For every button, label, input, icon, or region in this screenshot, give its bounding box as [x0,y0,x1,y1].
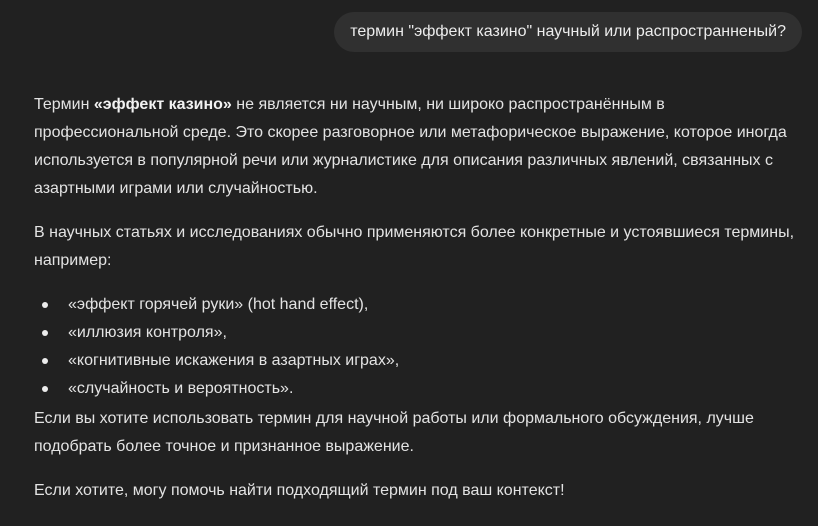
list-item-text: «случайность и вероятность». [68,380,294,397]
bullet-icon [42,330,48,336]
terms-list [34,291,804,403]
paragraph-1-prefix: Термин [34,96,94,113]
list-item [34,375,804,403]
paragraph-1-rest: не является ни научным, ни широко распространённым в профессиональной среде. Это скорее разговорное или метафорическое выражение, которое иногда используется в популярной речи или журналистике для описания различных явлений, связанных с азартными играми или случайностью. [34,96,787,197]
bullet-icon [42,386,48,392]
list-item-text: «эффект горячей руки» (hot hand effect), [68,296,369,313]
response-paragraph-4: Если хотите, могу помочь найти подходящий термин под ваш контекст! [34,482,565,499]
bullet-icon [42,358,48,364]
response-paragraph-3: Если вы хотите использовать термин для научной работы или формального обсуждения, лучше подобрать более точное и признанное выражение. [34,410,754,455]
list-item-text: «когнитивные искажения в азартных играх», [68,352,400,369]
user-message-bubble: термин "эффект казино" научный или распространненый? [334,12,802,52]
bullet-icon [42,302,48,308]
list-item [34,291,804,319]
list-item-text: «иллюзия контроля», [68,324,227,341]
response-paragraph-2: В научных статьях и исследованиях обычно применяются более конкретные и устоявшиеся термины, например: [34,224,795,269]
response-paragraph-1 [34,91,804,203]
list-item [34,319,804,347]
bold-term: «эффект казино» [93,96,232,113]
assistant-response [34,91,804,505]
list-item [34,347,804,375]
